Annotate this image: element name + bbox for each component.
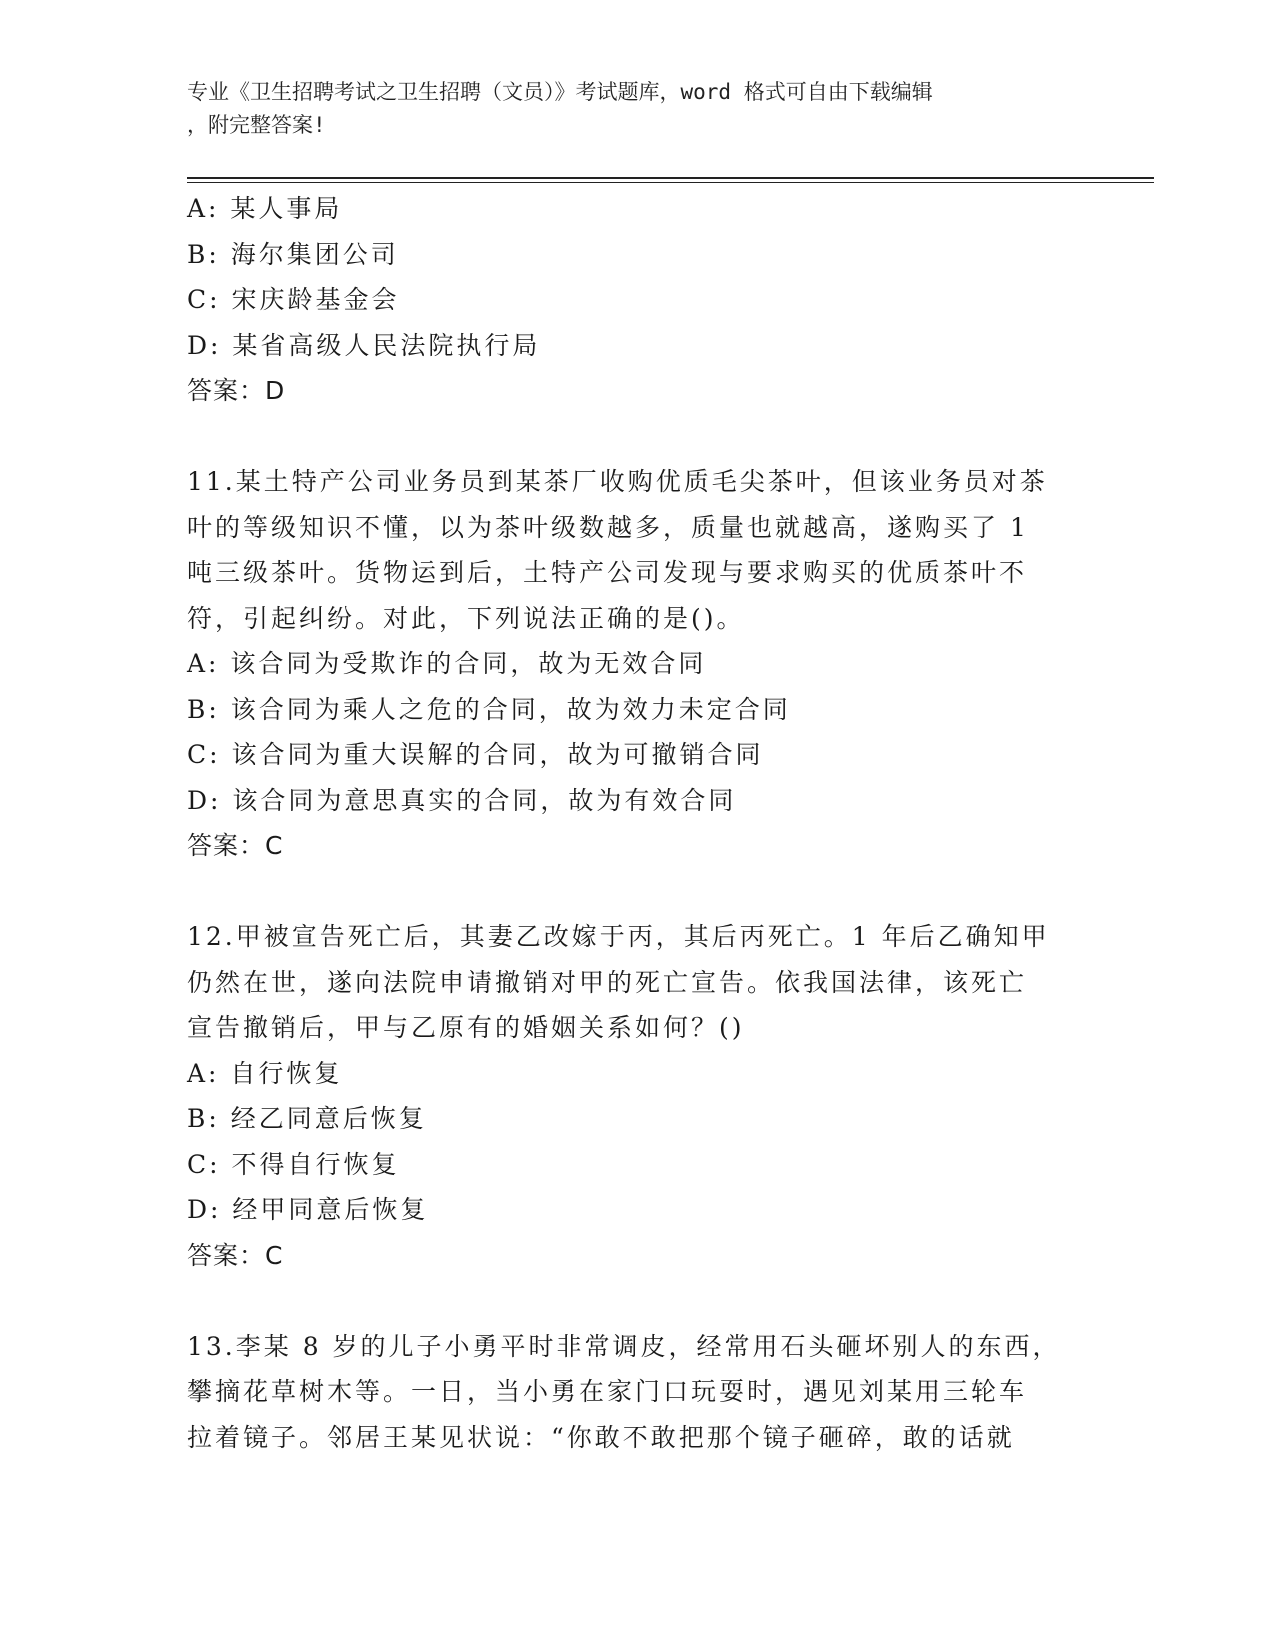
option-d: D: 经甲同意后恢复 [187,1195,429,1224]
option-a: A: 该合同为受欺诈的合同，故为无效合同 [187,649,707,678]
question-text-line: 符，引起纠纷。对此，下列说法正确的是()。 [187,603,745,633]
option-a: A: 某人事局 [187,194,343,223]
question-text-line: 攀摘花草树木等。一日，当小勇在家门口玩耍时，遇见刘某用三轮车 [187,1377,1028,1406]
question-block-11 [187,459,1087,869]
header-rule-thin [187,182,1154,183]
document-header [187,76,1067,142]
question-text-line: 宣告撤销后，甲与乙原有的婚姻关系如何？() [187,1013,745,1042]
question-text-line: 仍然在世，遂向法院申请撤销对甲的死亡宣告。依我国法律，该死亡 [187,967,1028,997]
option-a: A: 自行恢复 [187,1058,343,1088]
answer-line: 答案：C [187,831,284,860]
header-rule-thick [187,177,1154,179]
option-b: B: 经乙同意后恢复 [187,1104,427,1133]
option-c: C: 宋庆龄基金会 [187,285,400,314]
question-block-12 [187,914,1087,1278]
option-b: B: 该合同为乘人之危的合同，故为效力未定合同 [187,694,791,724]
option-c: C: 该合同为重大误解的合同，故为可撤销合同 [187,740,764,769]
option-d: D: 某省高级人民法院执行局 [187,330,541,360]
question-text-line: 拉着镜子。邻居王某见状说：“你敢不敢把那个镜子砸碎，敢的话就 [187,1422,1015,1452]
question-text-line: 叶的等级知识不懂，以为茶叶级数越多，质量也就越高，遂购买了 1 [187,512,1029,542]
option-b: B: 海尔集团公司 [187,239,399,269]
block-spacer [187,414,1087,460]
option-c: C: 不得自行恢复 [187,1149,400,1179]
question-text-line: 11.某土特产公司业务员到某茶厂收购优质毛尖茶叶，但该业务员对茶 [187,467,1048,496]
question-list [187,186,1087,1460]
question-block-13 [187,1324,1087,1461]
option-d: D: 该合同为意思真实的合同，故为有效合同 [187,785,737,815]
block-spacer [187,1278,1087,1324]
block-spacer [187,869,1087,915]
question-text-line: 13.李某 8 岁的儿子小勇平时非常调皮，经常用石头砸坏别人的东西， [187,1331,1061,1361]
question-text-line: 12.甲被宣告死亡后，其妻乙改嫁于丙，其后丙死亡。1 年后乙确知甲 [187,922,1050,951]
question-block-10 [187,186,1087,414]
answer-line: 答案：C [187,1240,284,1270]
header-line-1: 专业《卫生招聘考试之卫生招聘（文员）》考试题库，word 格式可自由下载编辑 [187,80,933,104]
answer-line: 答案：D [187,376,286,405]
question-text-line: 吨三级茶叶。货物运到后，土特产公司发现与要求购买的优质茶叶不 [187,558,1028,587]
header-line-2: ，附完整答案! [187,113,326,137]
